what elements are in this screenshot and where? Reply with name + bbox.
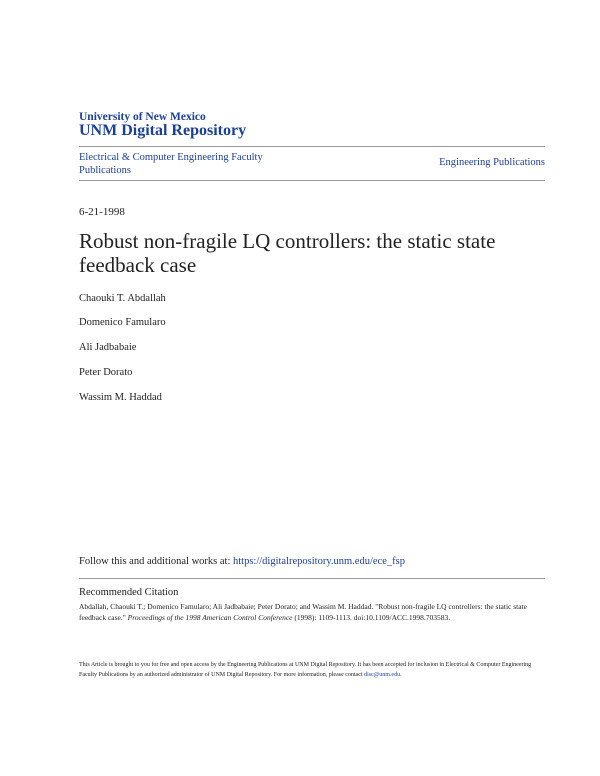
notice-text: This Article is brought to you for free and open access by the Engineering Publications at UNM Digital Repository. It has been accepted for inclusion in Electrical & Computer Engineering Faculty Publications by an authorized administrator of UNM Digital Repository. For more information, please contact <box>79 662 532 678</box>
author-name[interactable]: Ali Jadbabaie <box>79 342 137 353</box>
author-name[interactable]: Chaouki T. Abdallah <box>79 293 166 304</box>
access-notice <box>79 660 539 680</box>
citation-details: (1998): 1109-1113. doi:10.1109/ACC.1998.703583. <box>292 613 451 622</box>
contact-email-link[interactable]: disc@unm.edu <box>364 672 401 678</box>
author-name[interactable]: Peter Dorato <box>79 367 133 378</box>
author-name[interactable]: Wassim M. Haddad <box>79 392 162 403</box>
citation-text <box>79 601 539 623</box>
author-name[interactable]: Domenico Famularo <box>79 317 166 328</box>
repository-name[interactable]: UNM Digital Repository <box>79 122 247 139</box>
follow-prefix: Follow this and additional works at: <box>79 556 233 567</box>
top-divider <box>79 146 545 147</box>
document-title: Robust non-fragile LQ controllers: the static state feedback case <box>79 229 496 277</box>
publication-date: 6-21-1998 <box>79 206 125 218</box>
notice-end: . <box>400 672 402 678</box>
citation-heading: Recommended Citation <box>79 587 179 598</box>
citation-journal: Proceedings of the 1998 American Control Conference <box>127 613 293 622</box>
citation-divider <box>79 578 545 579</box>
community-link[interactable]: Engineering Publications <box>439 157 545 168</box>
collection-link[interactable]: Electrical & Computer Engineering Faculty Publications <box>79 152 263 176</box>
university-name[interactable]: University of New Mexico <box>79 111 206 123</box>
citation-authors-title: Abdallah, Chaouki T.; Domenico Famularo; Ali Jadbabaie; Peter Dorato; and Wassim M. Haddad. "Robust non-fragile LQ controllers: the static state feedback case." <box>79 602 527 622</box>
collection-divider <box>79 180 545 181</box>
repository-link[interactable]: https://digitalrepository.unm.edu/ece_fsp <box>233 556 405 567</box>
follow-line <box>79 556 405 567</box>
